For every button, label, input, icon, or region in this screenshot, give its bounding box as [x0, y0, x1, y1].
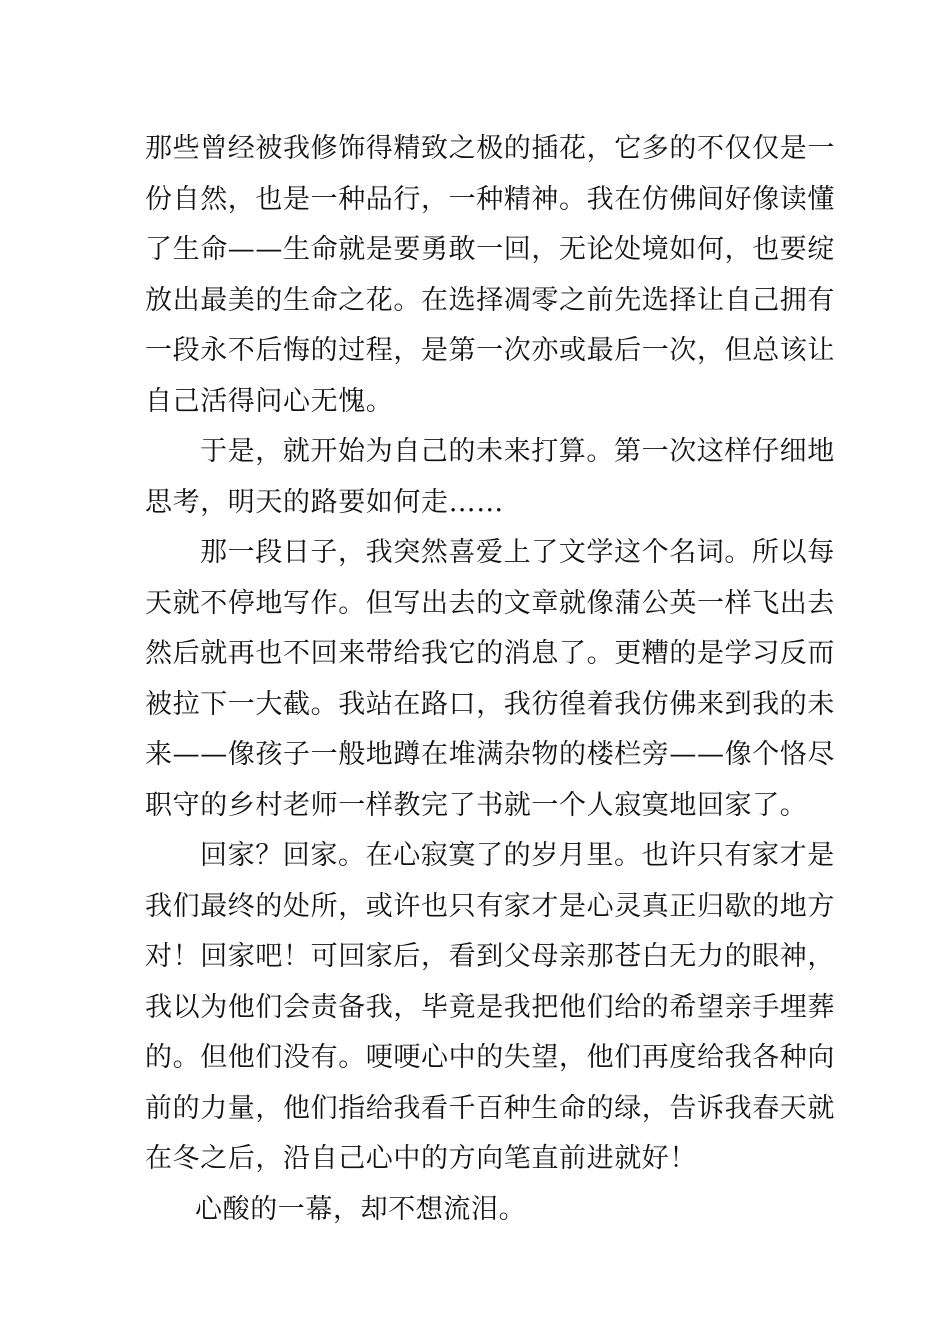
- text-line: 心酸的一幕，却不想流泪。: [195, 1193, 527, 1225]
- text-line: 天就不停地写作。但写出去的文章就像蒲公英一样飞出去: [145, 587, 835, 619]
- paragraph-2: [145, 427, 835, 528]
- text-line: 被拉下一大截。我站在路口，我彷徨着我仿佛来到我的未: [145, 688, 835, 720]
- text-line: 那一段日子，我突然喜爱上了文学这个名词。所以每: [200, 537, 835, 568]
- text-line: 思考，明天的路要如何走……: [145, 486, 504, 518]
- paragraph-5: [145, 1185, 810, 1236]
- text-line: 于是，就开始为自己的未来打算。第一次这样仔细地: [200, 436, 835, 467]
- text-line: 然后就再也不回来带给我它的消息了。更糟的是学习反而: [145, 638, 835, 669]
- text-line: 对！回家吧！可回家后，看到父母亲那苍白无力的眼神，: [145, 941, 835, 972]
- text-line: 我以为他们会责备我，毕竟是我把他们给的希望亲手埋葬: [145, 991, 835, 1023]
- text-line: 了生命——生命就是要勇敢一回，无论处境如何，也要绽: [145, 234, 835, 265]
- text-line: 我们最终的处所，或许也只有家才是心灵真正归歇的地方: [145, 890, 835, 922]
- text-line: 份自然，也是一种品行，一种精神。我在仿佛间好像读懂: [145, 183, 835, 215]
- text-line: 一段永不后悔的过程，是第一次亦或最后一次，但总该让: [145, 335, 835, 366]
- text-line: 职守的乡村老师一样教完了书就一个人寂寞地回家了。: [145, 789, 808, 821]
- document-body: [145, 124, 835, 1235]
- text-line: 回家？回家。在心寂寞了的岁月里。也许只有家才是: [200, 840, 835, 871]
- text-line: 前的力量，他们指给我看千百种生命的绿，告诉我春天就: [145, 1092, 835, 1124]
- text-line: 来——像孩子一般地蹲在堆满杂物的楼栏旁——像个恪尽: [145, 739, 835, 770]
- paragraph-4: [145, 831, 835, 1185]
- text-line: 自己活得问心无愧。: [145, 385, 394, 417]
- paragraph-1: [145, 124, 835, 427]
- text-line: 那些曾经被我修饰得精致之极的插花，它多的不仅仅是一: [145, 133, 835, 164]
- paragraph-3: [145, 528, 835, 831]
- text-line: 在冬之后，沿自己心中的方向笔直前进就好！: [145, 1143, 697, 1174]
- text-line: 放出最美的生命之花。在选择凋零之前先选择让自己拥有: [145, 284, 835, 316]
- text-line: 的。但他们没有。哽哽心中的失望，他们再度给我各种向: [145, 1042, 835, 1073]
